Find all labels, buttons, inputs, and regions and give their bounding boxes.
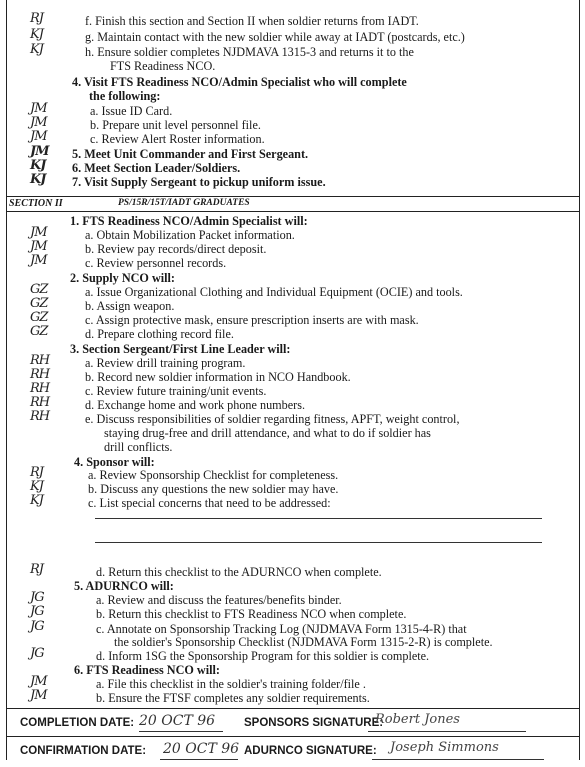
initials-s2-1a: JM [30,225,47,240]
s2-item-1b: JM b. Review pay records/direct deposit. [30,239,267,256]
completion-date-line [139,731,223,732]
s2-item-1a: JM a. Obtain Mobilization Packet information. [30,225,295,242]
initials-s2-6a: JM [30,674,47,689]
completion-date-label: COMPLETION DATE: [20,717,135,729]
initials-h: KJ [30,42,43,57]
s2-item-3e: RH e. Discuss responsibilities of soldier regarding fitness, APFT, weight control, [30,409,460,426]
adurnco-signature-label: ADURNCO SIGNATURE: [244,745,377,757]
s2-item-5c-cont: the soldier's Sponsorship Checklist (NJDMAVA Form 1315-2-R) is complete. [114,635,493,649]
concerns-line-1[interactable] [95,518,542,519]
initials-s2-3a: RH [30,353,50,368]
initials-s1-4a: JM [30,101,47,116]
s2-item-3c: RH c. Review future training/unit events. [30,381,267,398]
s2-item-3a: RH a. Review drill training program. [30,353,246,370]
footer-mid-rule [6,736,580,737]
s2-item-4d: RJ d. Return this checklist to the ADURNCO when complete. [30,562,382,579]
initials-s2-2c: GZ [30,310,48,325]
section-2-header [6,196,580,212]
item-4-heading: 4. Visit FTS Readiness NCO/Admin Specialist who will complete [72,75,407,89]
initials-s1-5: JM [30,144,49,159]
item-7: KJ 7. Visit Supply Sergeant to pickup uniform issue. [30,172,326,189]
confirmation-date-value[interactable]: 20 OCT 96 [163,741,240,757]
s2-item-2c: GZ c. Assign protective mask, ensure prescription inserts are with mask. [30,310,419,327]
s2-item-3e-cont2: drill conflicts. [104,440,173,454]
initials-g: KJ [30,27,43,42]
section-label: SECTION II [9,198,63,209]
item-4a: JM a. Issue ID Card. [30,101,173,118]
initials-s2-5d: JG [30,646,44,661]
initials-s2-2b: GZ [30,296,48,311]
item-5: JM 5. Meet Unit Commander and First Sergeant. [30,144,309,161]
item-h-cont: FTS Readiness NCO. [110,59,216,73]
item-f: RJ f. Finish this section and Section II when soldier returns from IADT. [30,11,419,28]
initials-f: RJ [30,11,43,26]
confirmation-date-line [160,759,238,760]
s2-item-3b: RH b. Record new soldier information in NCO Handbook. [30,367,351,384]
s2-item-2a: GZ a. Issue Organizational Clothing and Individual Equipment (OCIE) and tools. [30,282,463,299]
s2-item-2d: GZ d. Prepare clothing record file. [30,324,234,341]
item-4b: JM b. Prepare unit level personnel file. [30,115,261,132]
initials-s2-1b: JM [30,239,47,254]
concerns-line-2[interactable] [95,542,542,543]
s2-item-6b: JM b. Ensure the FTSF completes any soldier requirements. [30,688,370,705]
sponsor-signature-label: SPONSORS SIGNATURE: [244,717,384,729]
s2-item-2b: GZ b. Assign weapon. [30,296,175,313]
s2-item-3d: RH d. Exchange home and work phone numbers. [30,395,305,412]
s2-item-3: 3. Section Sergeant/First Line Leader will: [70,342,291,356]
s2-item-3e-cont1: staying drug-free and drill attendance, and what to do if soldier has [104,426,431,440]
initials-s2-5b: JG [30,604,44,619]
s2-item-4: 4. Sponsor will: [74,455,155,469]
item-4c: JM c. Review Alert Roster information. [30,129,265,146]
item-4-heading-cont: the following: [89,89,161,103]
s2-item-5a: JG a. Review and discuss the features/benefits binder. [30,590,342,607]
initials-s2-4a: RJ [30,465,43,480]
initials-s2-3d: RH [30,395,50,410]
s2-item-1: 1. FTS Readiness NCO/Admin Specialist will: [70,214,308,228]
confirmation-date-label: CONFIRMATION DATE: [20,745,147,757]
initials-s1-4b: JM [30,115,47,130]
initials-s2-4c: KJ [30,493,43,508]
adurnco-signature-line [372,759,544,760]
initials-s2-5c: JG [30,619,44,634]
initials-s2-2d: GZ [30,324,48,339]
initials-s2-4d: RJ [30,562,43,577]
completion-date-value[interactable]: 20 OCT 96 [139,713,216,729]
initials-s2-3e: RH [30,409,50,424]
footer-top-rule [6,708,580,709]
initials-s2-6b: JM [30,688,47,703]
s2-item-5: 5. ADURNCO will: [74,579,174,593]
initials-s2-1c: JM [30,253,47,268]
initials-s1-7: KJ [30,172,46,187]
item-6: KJ 6. Meet Section Leader/Soldiers. [30,158,241,175]
sponsor-signature-line [368,731,526,732]
s2-item-4c: KJ c. List special concerns that need to be addressed: [30,493,331,510]
sponsor-signature[interactable]: Robert Jones [375,712,460,727]
adurnco-signature[interactable]: Joseph Simmons [390,740,499,755]
s2-item-5d: JG d. Inform 1SG the Sponsorship Program for this soldier is complete. [30,646,430,663]
initials-s1-4c: JM [30,129,47,144]
s2-item-5c: JG c. Annotate on Sponsorship Tracking Log (NJDMAVA Form 1315-4-R) that [30,619,467,636]
section-title: PS/15R/15T/IADT GRADUATES [118,198,250,208]
s2-item-2: 2. Supply NCO will: [70,271,175,285]
s2-item-4b: KJ b. Discuss any questions the new soldier may have. [30,479,339,496]
s2-item-5b: JG b. Return this checklist to FTS Readiness NCO when complete. [30,604,407,621]
initials-s2-3c: RH [30,381,50,396]
initials-s1-6: KJ [30,158,46,173]
s2-item-4a: RJ a. Review Sponsorship Checklist for completeness. [30,465,339,482]
item-h: KJ h. Ensure soldier completes NJDMAVA 1315-3 and returns it to the [30,42,414,59]
s2-item-6a: JM a. File this checklist in the soldier's training folder/file . [30,674,366,691]
initials-s2-5a: JG [30,590,44,605]
s2-item-1c: JM c. Review personnel records. [30,253,227,270]
initials-s2-2a: GZ [30,282,48,297]
item-g: KJ g. Maintain contact with the new soldier while away at IADT (postcards, etc.) [30,27,465,44]
s2-item-6: 6. FTS Readiness NCO will: [74,663,220,677]
initials-s2-3b: RH [30,367,50,382]
initials-s2-4b: KJ [30,479,43,494]
